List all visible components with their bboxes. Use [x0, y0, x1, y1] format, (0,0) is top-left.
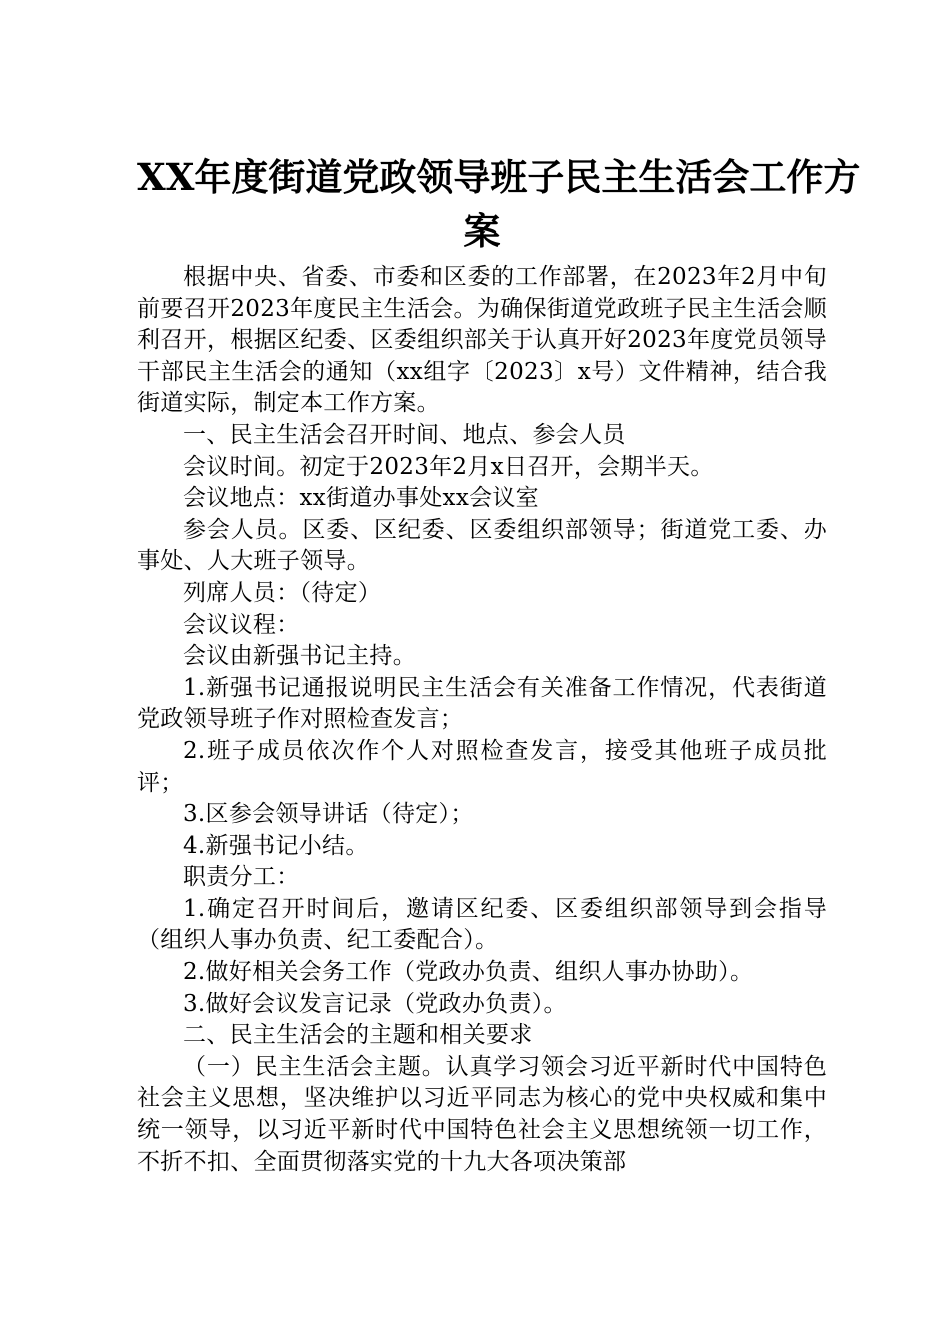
section-heading-1: 一、民主生活会召开时间、地点、参会人员 — [183, 421, 626, 448]
document-title — [137, 150, 861, 258]
intro-paragraph: 根据中央、省委、市委和区委的工作部署，在2023年2月中旬前要召开2023年度民主生活会。为确保街道党政班子民主生活会顺利召开，根据区纪委、区委组织部关于认真开好2023年度党员领导干部民主生活会的通知（xx组字〔2023〕x号）文件精神，结合我街道实际，制定本工作方案。 — [137, 264, 827, 417]
meeting-time: 会议时间。初定于2023年2月x日召开，会期半天。 — [183, 453, 714, 480]
agenda-host: 会议由新强书记主持。 — [183, 643, 416, 670]
duty-item-2: 2.做好相关会务工作（党政办负责、组织人事办协助）。 — [183, 959, 754, 986]
document-page — [137, 150, 861, 1178]
section-heading-2: 二、民主生活会的主题和相关要求 — [183, 1022, 533, 1049]
document-body — [137, 262, 827, 1178]
agenda-item-2: 2.班子成员依次作个人对照检查发言，接受其他班子成员批评； — [137, 737, 827, 796]
agenda-item-3: 3.区参会领导讲话（待定）； — [183, 801, 474, 828]
agenda-heading: 会议议程： — [183, 611, 300, 638]
meeting-observers: 列席人员：（待定） — [183, 579, 382, 606]
meeting-location: 会议地点：xx街道办事处xx会议室 — [183, 485, 539, 512]
agenda-item-1: 1.新强书记通报说明民主生活会有关准备工作情况，代表街道党政领导班子作对照检查发言； — [137, 674, 827, 733]
title-line-1: XX年度街道党政领导班子民主生活会工作方 — [137, 155, 861, 199]
duty-item-1: 1.确定召开时间后，邀请区纪委、区委组织部领导到会指导（组织人事办负责、纪工委配合）。 — [137, 895, 827, 954]
agenda-item-4: 4.新强书记小结。 — [183, 832, 369, 859]
meeting-attendees: 参会人员。区委、区纪委、区委组织部领导；街道党工委、办事处、人大班子领导。 — [137, 516, 827, 575]
theme-paragraph: （一）民主生活会主题。认真学习领会习近平新时代中国特色社会主义思想，坚决维护以习近平同志为核心的党中央权威和集中统一领导，以习近平新时代中国特色社会主义思想统领一切工作，不折不扣、全面贯彻落实党的十九大各项决策部 — [137, 1053, 827, 1175]
duties-heading: 职责分工： — [183, 864, 300, 891]
duty-item-3: 3.做好会议发言记录（党政办负责）。 — [183, 990, 567, 1017]
title-line-2: 案 — [463, 209, 501, 253]
